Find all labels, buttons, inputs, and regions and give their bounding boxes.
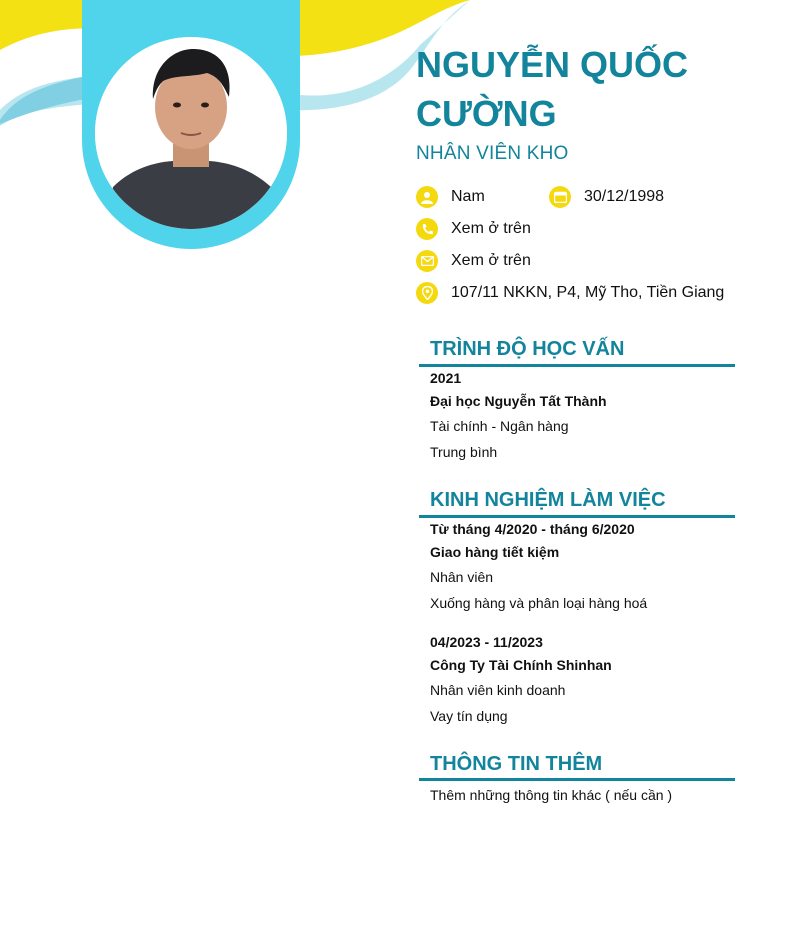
job-description: Xuống hàng và phân loại hàng hoá <box>430 595 648 611</box>
birthday-value: 30/12/1998 <box>584 188 665 205</box>
job-role: Nhân viên <box>430 569 494 585</box>
extra-text: Thêm những thông tin khác ( nếu cần ) <box>430 787 673 803</box>
mail-icon <box>416 250 438 272</box>
extra-divider <box>419 778 735 781</box>
candidate-name: NGUYỄN QUỐC CƯỜNG <box>416 44 689 134</box>
job-role: Nhân viên kinh doanh <box>430 682 566 698</box>
gender-value: Nam <box>451 188 485 205</box>
birthday-row <box>549 186 664 208</box>
address-value: 107/11 NKKN, P4, Mỹ Tho, Tiền Giang <box>451 284 725 301</box>
gender-row <box>416 186 485 208</box>
email-row <box>416 250 531 272</box>
education-grade: Trung bình <box>430 444 498 460</box>
job-company: Giao hàng tiết kiệm <box>430 544 560 560</box>
address-row <box>416 282 724 304</box>
extra-heading: THÔNG TIN THÊM <box>430 753 603 775</box>
education-year: 2021 <box>430 370 462 386</box>
location-pin-icon <box>416 282 438 304</box>
avatar-image <box>95 37 287 229</box>
job-period: 04/2023 - 11/2023 <box>430 634 543 650</box>
phone-icon <box>416 218 438 240</box>
education-major: Tài chính - Ngân hàng <box>430 418 569 434</box>
education-heading: TRÌNH ĐỘ HỌC VẤN <box>430 338 625 360</box>
education-school: Đại học Nguyễn Tất Thành <box>430 393 607 409</box>
job-title: NHÂN VIÊN KHO <box>416 143 569 164</box>
phone-row <box>416 218 531 240</box>
education-divider <box>419 364 735 367</box>
experience-divider <box>419 515 735 518</box>
phone-value: Xem ở trên <box>451 220 531 237</box>
job-period: Từ tháng 4/2020 - tháng 6/2020 <box>430 521 635 537</box>
calendar-icon <box>549 186 571 208</box>
email-value: Xem ở trên <box>451 252 531 269</box>
job-company: Công Ty Tài Chính Shinhan <box>430 657 612 673</box>
avatar <box>95 37 287 229</box>
user-icon <box>416 186 438 208</box>
job-description: Vay tín dụng <box>430 708 508 724</box>
experience-heading: KINH NGHIỆM LÀM VIỆC <box>430 489 666 511</box>
